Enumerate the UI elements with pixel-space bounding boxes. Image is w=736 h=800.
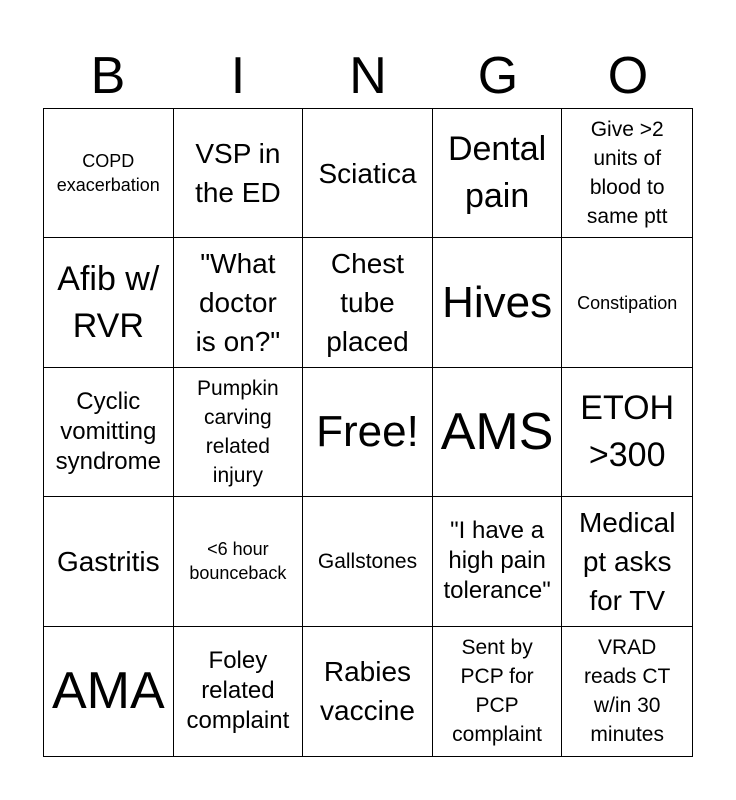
cell-label: Medical pt asks for TV [578,506,676,616]
bingo-cell[interactable] [433,238,563,367]
cell-label: Rabies vaccine [320,656,415,727]
bingo-cell[interactable] [562,368,692,497]
bingo-cell[interactable] [433,368,563,497]
bingo-cell[interactable] [303,497,433,626]
bingo-cell[interactable] [562,109,692,238]
bingo-cell[interactable] [174,497,304,626]
cell-label: Chest tube placed [326,248,409,358]
cell-label: "I have a high pain tolerance" [443,517,551,605]
cell-label: VRAD reads CT w/in 30 minutes [584,636,671,747]
cell-label: Afib w/ RVR [57,259,160,345]
cell-label: Dental pain [447,130,547,216]
bingo-cell[interactable] [44,627,174,756]
bingo-cell[interactable] [433,627,563,756]
bingo-cell[interactable] [303,627,433,756]
bingo-cell[interactable] [174,368,304,497]
cell-label: Pumpkin carving related injury [197,376,279,487]
cell-label: Foley related complaint [186,647,290,735]
bingo-cell[interactable] [174,238,304,367]
bingo-cell[interactable] [44,368,174,497]
header-letter-g: G [477,47,519,105]
bingo-cell[interactable] [303,109,433,238]
header-letter-n: N [349,47,387,105]
bingo-cell[interactable] [44,238,174,367]
cell-label: COPD exacerbation [56,151,160,196]
bingo-cell[interactable] [174,627,304,756]
cell-label: Sciatica [318,157,417,189]
bingo-cell[interactable] [303,238,433,367]
cell-label: AMS [440,402,554,461]
cell-label: Gastritis [56,545,160,577]
cell-label: Sent by PCP for PCP complaint [452,636,543,747]
bingo-board [43,108,693,757]
cell-label: Constipation [577,292,678,313]
bingo-cell[interactable] [562,497,692,626]
cell-label: Free! [316,406,419,456]
bingo-cell[interactable] [433,109,563,238]
cell-label: VSP in the ED [195,138,281,209]
bingo-cell[interactable] [562,627,692,756]
bingo-cell[interactable] [44,109,174,238]
cell-label: "What doctor is on?" [195,248,281,358]
bingo-cell[interactable] [562,238,692,367]
cell-label: ETOH >300 [580,388,675,474]
cell-label: <6 hour bounceback [189,539,287,584]
header-letter-o: O [607,47,649,105]
header-letter-i: I [230,47,246,105]
bingo-cell[interactable] [433,497,563,626]
bingo-cell[interactable] [174,109,304,238]
cell-label: Cyclic vomitting syndrome [55,387,161,475]
cell-label: Hives [442,277,553,327]
cell-label: AMA [51,662,165,721]
cell-label: Give >2 units of blood to same ptt [586,118,668,229]
free-space-cell[interactable] [303,368,433,497]
bingo-header [43,44,693,108]
bingo-cell[interactable] [44,497,174,626]
cell-label: Gallstones [317,549,418,573]
header-letter-b: B [90,47,126,105]
